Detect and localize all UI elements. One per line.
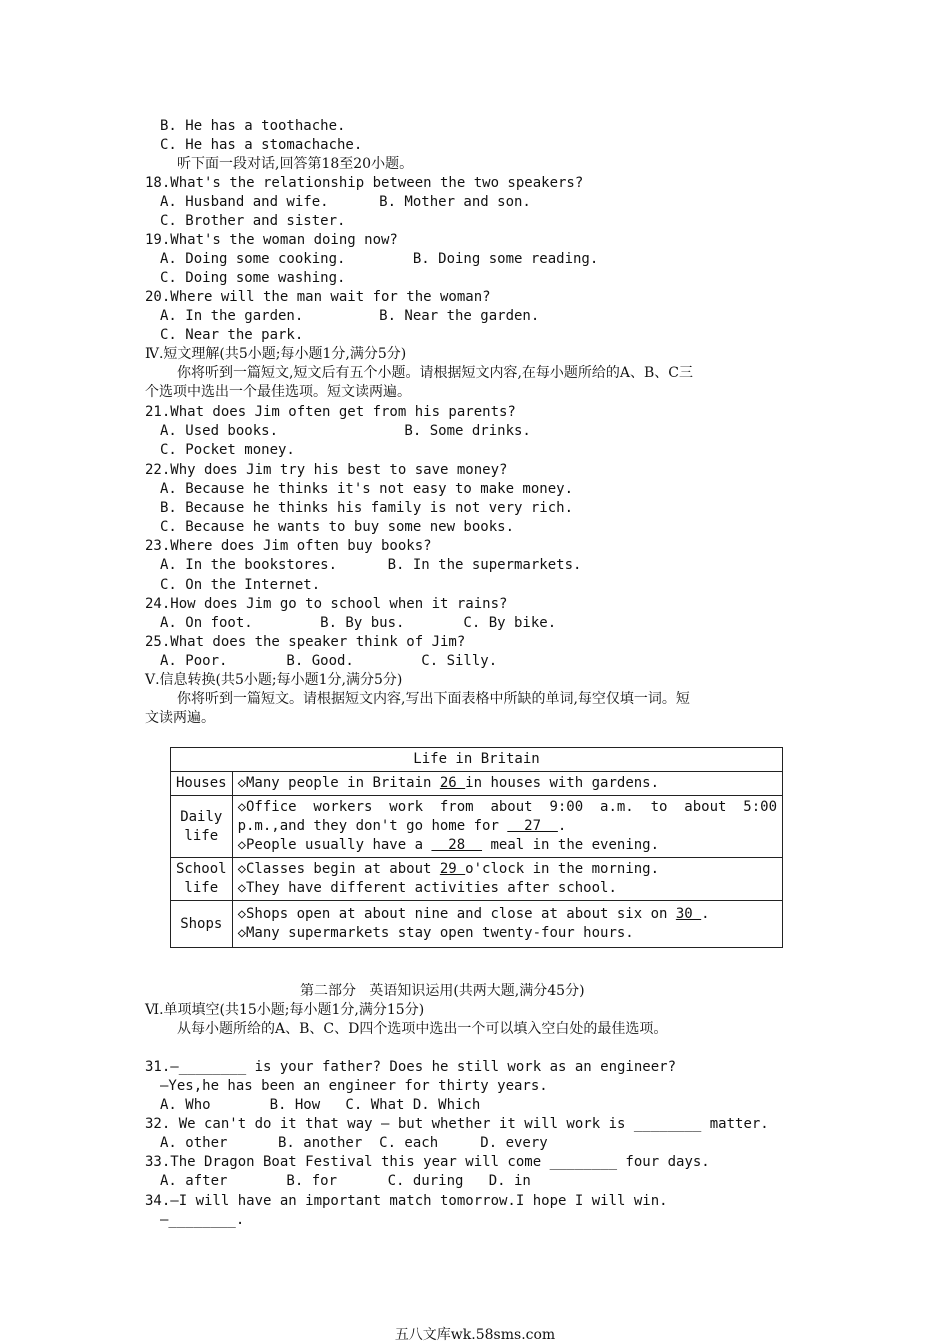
section-heading: Ⅵ.单项填空(共15小题;每小题1分,满分15分)	[145, 1002, 425, 1018]
blank-27: 27	[507, 818, 558, 834]
option-line: A. Because he thinks it's not easy to make money.	[160, 481, 574, 497]
option-line: A. In the bookstores. B. In the supermarkets.	[160, 557, 582, 573]
option-line: —Yes,he has been an engineer for thirty years.	[160, 1078, 548, 1094]
question-line: 20.Where will the man wait for the woman?	[145, 289, 491, 305]
blank-28: 28	[431, 837, 483, 853]
option-line: A. Husband and wife. B. Mother and son.	[160, 194, 531, 210]
life-in-britain-table	[170, 747, 783, 948]
question-line: 21.What does Jim often get from his parents?	[145, 404, 516, 420]
option-line: A. Poor. B. Good. C. Silly.	[160, 653, 498, 669]
question-line: 34.—I will have an important match tomorrow.I hope I will win.	[145, 1193, 668, 1209]
option-line: A. Doing some cooking. B. Doing some reading.	[160, 251, 599, 267]
option-line: C. Because he wants to buy some new books.	[160, 519, 515, 535]
blank-26: 26	[439, 775, 466, 791]
question-line: 31.—________ is your father? Does he still work as an engineer?	[145, 1059, 677, 1075]
option-line: —________.	[160, 1212, 245, 1228]
row-label-shops: Shops	[171, 901, 233, 948]
question-line: 23.Where does Jim often buy books?	[145, 538, 432, 554]
option-line: A. In the garden. B. Near the garden.	[160, 308, 540, 324]
option-line: A. after B. for C. during D. in	[160, 1173, 531, 1189]
question-line: 18.What's the relationship between the two speakers?	[145, 175, 584, 191]
question-line: 19.What's the woman doing now?	[145, 232, 398, 248]
school-life-cell: ◇Classes begin at about 29 o'clock in the morning. ◇They have different activities after school.	[232, 858, 782, 901]
instruction-line: 文读两遍。	[145, 710, 215, 726]
instruction-line: 你将听到一篇短文。请根据短文内容,写出下面表格中所缺的单词,每空仅填一词。短	[177, 691, 690, 707]
instruction-line: 从每小题所给的A、B、C、D四个选项中选出一个可以填入空白处的最佳选项。	[177, 1021, 668, 1037]
option-line: A. On foot. B. By bus. C. By bike.	[160, 615, 557, 631]
question-line: 33.The Dragon Boat Festival this year will come ________ four days.	[145, 1154, 710, 1170]
instruction-line: 个选项中选出一个最佳选项。短文读两遍。	[145, 384, 411, 400]
blank-30: 30	[675, 906, 702, 922]
option-line: A. other B. another C. each D. every	[160, 1135, 548, 1151]
option-line: B. Because he thinks his family is not very rich.	[160, 500, 574, 516]
option-line: C. Brother and sister.	[160, 213, 346, 229]
part-heading: 第二部分 英语知识运用(共两大题,满分45分)	[300, 983, 585, 999]
option-line: C. He has a stomachache.	[160, 137, 363, 153]
option-line: C. Doing some washing.	[160, 270, 346, 286]
section-heading: Ⅳ.短文理解(共5小题;每小题1分,满分5分)	[145, 346, 407, 362]
houses-cell: ◇Many people in Britain 26 in houses with gardens.	[232, 772, 782, 796]
option-line: A. Used books. B. Some drinks.	[160, 423, 531, 439]
question-line: 22.Why does Jim try his best to save money?	[145, 462, 508, 478]
blank-29: 29	[439, 861, 466, 877]
question-line: 25.What does the speaker think of Jim?	[145, 634, 466, 650]
row-label-daily-life: Daily life	[171, 796, 233, 858]
option-line: A. Who B. How C. What D. Which	[160, 1097, 481, 1113]
option-line: C. Near the park.	[160, 327, 304, 343]
option-line: C. Pocket money.	[160, 442, 295, 458]
row-label-houses: Houses	[171, 772, 233, 796]
shops-cell: ◇Shops open at about nine and close at about six on 30 . ◇Many supermarkets stay open twenty-four hours.	[232, 901, 782, 948]
instruction-line: 你将听到一篇短文,短文后有五个小题。请根据短文内容,在每小题所给的A、B、C三	[177, 365, 694, 381]
instruction-line: 听下面一段对话,回答第18至20小题。	[177, 156, 414, 172]
question-line: 24.How does Jim go to school when it rains?	[145, 596, 508, 612]
section-heading: Ⅴ.信息转换(共5小题;每小题1分,满分5分)	[145, 672, 403, 688]
row-label-school-life: School life	[171, 858, 233, 901]
question-line: 32. We can't do it that way — but whether it will work is ________ matter.	[145, 1116, 769, 1132]
daily-life-cell: ◇Office workers work from about 9:00 a.m. to about 5:00 p.m.,and they don't go home for 27 . ◇People usually have a 28 meal in the evening.	[232, 796, 782, 858]
option-line: C. On the Internet.	[160, 577, 321, 593]
page-footer: 五八文库wk.58sms.com	[394, 1327, 556, 1343]
table-title: Life in Britain	[171, 748, 783, 772]
option-line: B. He has a toothache.	[160, 118, 346, 134]
